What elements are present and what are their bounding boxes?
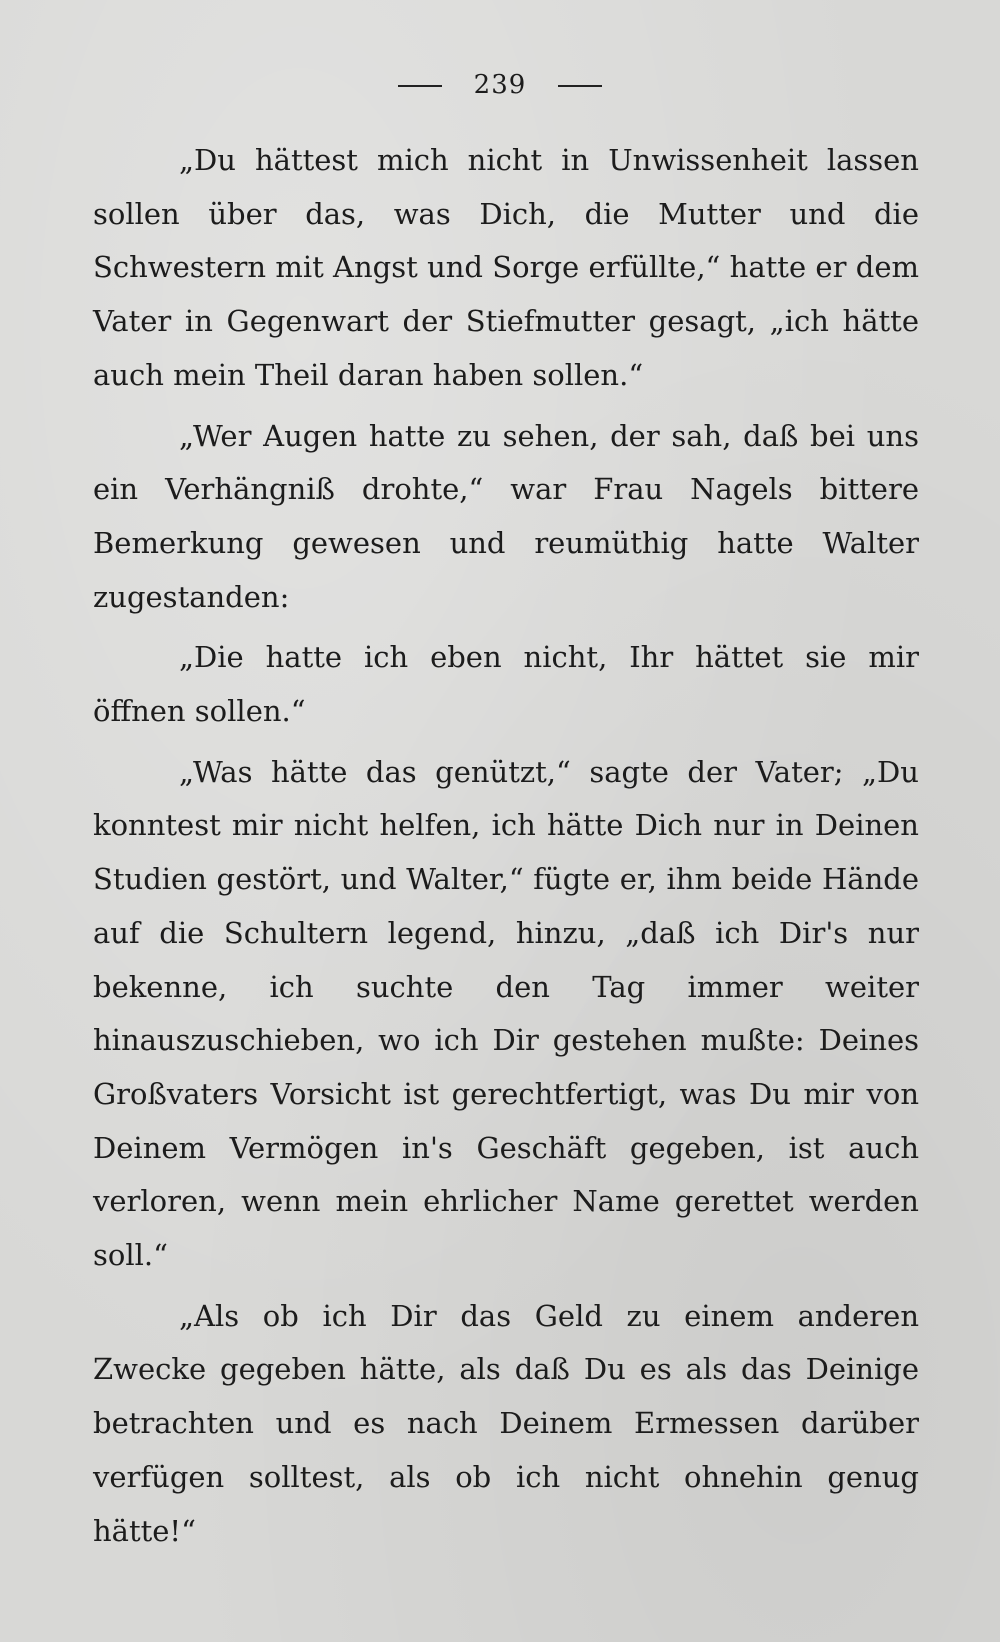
paragraph: „Was hätte das genützt,“ sagte der Vater; „Du konntest mir nicht helfen, ich hätte Dich nur in Deinen Studien gestört, und Walter,“ fügte er, ihm beide Hände auf die Schultern legend, hinzu, „daß ich Dir's nur bekenne, ich suchte den Tag immer weiter hinauszuschieben, wo ich Dir gestehen mußte: Deines Großvaters Vorsicht ist gerechtfertigt, was Du mir von Deinem Vermögen in's Geschäft gegeben, ist auch verloren, wenn mein ehrlicher Name gerettet werden soll.“ bbox=[93, 754, 919, 1273]
paragraph: „Du hättest mich nicht in Unwissenheit lassen sollen über das, was Dich, die Mutter und die Schwestern mit Angst und Sorge erfüllte,“ hatte er dem Vater in Gegenwart der Stiefmutter gesagt, „ich hätte auch mein Theil daran haben sollen.“ bbox=[93, 143, 919, 392]
header-dash-right bbox=[558, 85, 602, 87]
paragraph: „Die hatte ich eben nicht, Ihr hättet sie mir öffnen sollen.“ bbox=[93, 640, 919, 729]
paragraph: „Als ob ich Dir das Geld zu einem anderen Zwecke gegeben hätte, als daß Du es als das Deinige betrachten und es nach Deinem Ermessen darüber verfügen solltest, als ob ich nicht ohnehin genug hätte!“ bbox=[93, 1298, 919, 1548]
page-header bbox=[0, 70, 1000, 100]
page-body bbox=[93, 134, 919, 1558]
header-dash-left bbox=[398, 85, 442, 87]
page-number: 239 bbox=[473, 70, 527, 100]
paragraph: „Wer Augen hatte zu sehen, der sah, daß bei uns ein Verhängniß drohte,“ war Frau Nagels bittere Bemerkung gewesen und reumüthig hatte Walter zugestanden: bbox=[93, 418, 919, 614]
